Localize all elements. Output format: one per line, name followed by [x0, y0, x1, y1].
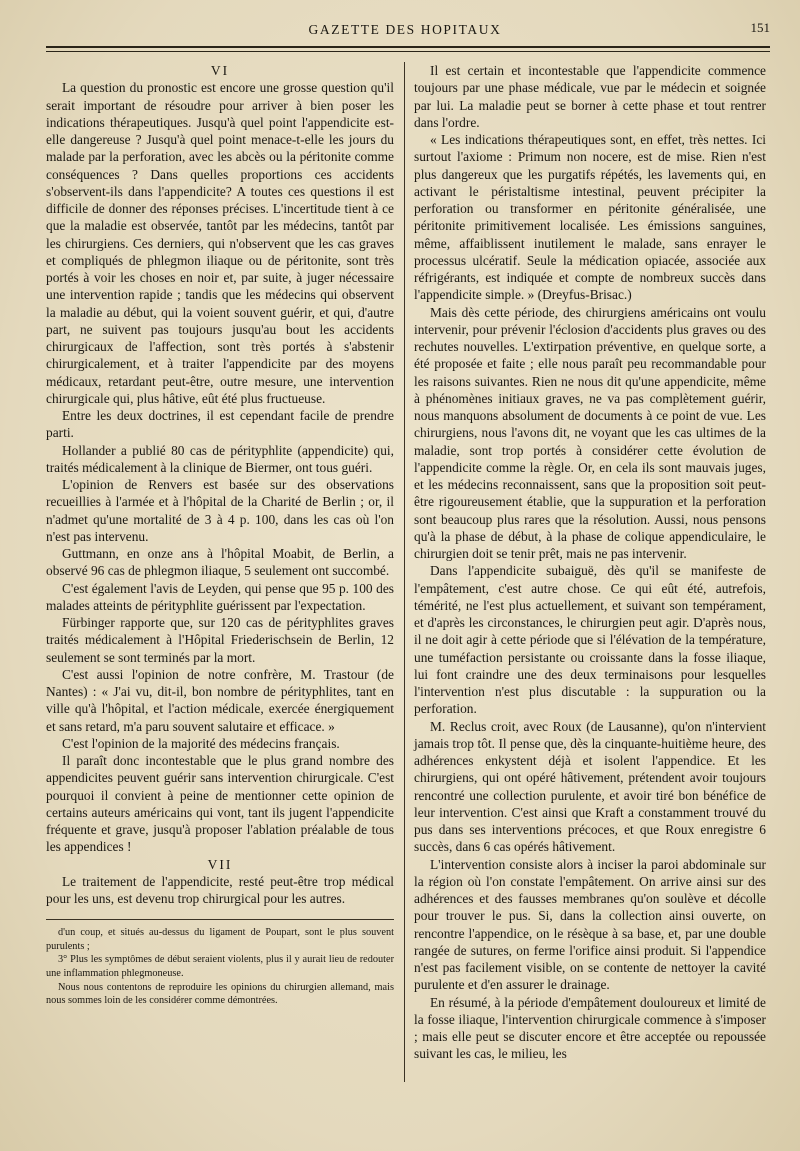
right-paragraph: Dans l'appendicite subaiguë, dès qu'il se manifeste de l'empâtement, c'est autre chose. Ce qui eût été, autrefois, témérité, ne l'est plus actuellement, et suivant son tempérament, et d'après les circonstances, le chirurgien peut agir. D'après nous, il ne doit agir à cette période que si l'élévation de la température, une tuméfaction persistante ou croissante dans la fosse iliaque, lui font craindre une des deux terminaisons pour lesquelles l'intervention n'est plus discutable : la suppuration ou la perforation.	[414, 563, 766, 717]
left-paragraph: La question du pronostic est encore une grosse question qu'il serait important de résoudre pour arriver à bien poser les indications thérapeutiques. Jusqu'à quel point l'appendicite est-elle dangereuse ? Jusqu'à quel point menace-t-elle les jours du malade par la perforation, avec les abcès ou la péritonite comme conséquences ? Dans quelles proportions ces accidents s'observent-ils dans l'appendicite? A toutes ces questions il est difficile de donner des réponses précises. L'incertitude tient à ce que la maladie est observée, tantôt par les médecins, tantôt par les chirurgiens. Ces derniers, qui n'observent que les cas graves et compliqués de phlegmon iliaque ou de péritonite, sont très portés à voir les choses en noir et, par suite, à juger nécessaire une intervention rapide ; tandis que les médecins qui observent la maladie au début, qui la voient souvent guérir, et qui, d'autre part, ne suivent pas toujours jusqu'au bout les accidents chirurgicaux de l'affection, sont très portés à s'abstenir chirurgicalement, et à traiter l'appendicite par des moyens médicaux, retardant peut-être, outre mesure, une intervention chirurgicale qui, plus hâtive, eût été plus fructueuse.	[46, 80, 394, 406]
left-column	[46, 62, 394, 1008]
right-paragraph: « Les indications thérapeutiques sont, en effet, très nettes. Ici surtout l'axiome : Primum non nocere, est de mise. Rien n'est plus dangereux que les purgatifs répétés, les lavements qui, en activant le péristaltisme intestinal, peuvent précipiter la perforation ou transformer en péritonite généralisée, une péritonite primitivement localisée. Les émissions sanguines, même, affaiblissent inutilement le malade, sans enrayer le processus ulcératif. Seule la médication opiacée, associée aux réfrigérants, est indiquée et compte de nombreux succès dans l'appendicite simple. » (Dreyfus-Brisac.)	[414, 132, 766, 303]
left-paragraph: Le traitement de l'appendicite, resté peut-être trop médical pour les uns, est devenu trop chirurgical pour les autres.	[46, 873, 394, 906]
right-paragraph: En résumé, à la période d'empâtement douloureux et limité de la fosse iliaque, l'intervention chirurgicale commence à s'imposer ; mais elle peut se discuter encore et être acceptée ou repoussée suivant les cas, le milieu, les	[414, 994, 766, 1062]
footnote: 3° Plus les symptômes de début seraient violents, plus il y aurait lieu de redouter une inflammation phlegmoneuse.	[46, 954, 394, 980]
right-paragraph: M. Reclus croit, avec Roux (de Lausanne), qu'on n'intervient jamais trop tôt. Il pense que, dès la cinquante-huitième heure, des adhérences enkystent déjà et isolent l'appendice. Et les chirurgiens, qui ont opéré hâtivement, prétendent avoir toujours rencontré une collection purulente, et avoir tiré bon bénéfice de leur intervention. C'est ainsi que Kraft a constamment trouvé du pus dans ses interventions précoces, et que Roux enregistre 6 succès, dans 6 cas opérés hâtivement.	[414, 718, 766, 855]
left-paragraph: L'opinion de Renvers est basée sur des observations recueillies à l'armée et à l'hôpital de la Charité de Berlin ; or, il n'admet qu'une mortalité de 3 à 4 p. 100, dans les cas où l'on n'est pas intervenu.	[46, 477, 394, 544]
section-heading-vii: VII	[207, 856, 233, 872]
left-paragraph: Fürbinger rapporte que, sur 120 cas de pérityphlites graves traités médicalement à l'Hôpital Friederischsein de Berlin, 12 seulement se sont terminés par la mort.	[46, 615, 394, 665]
left-paragraph: Guttmann, en onze ans à l'hôpital Moabit, de Berlin, a observé 96 cas de phlegmon iliaque, 5 seulement ont succombé.	[46, 546, 394, 579]
left-paragraph: C'est aussi l'opinion de notre confrère, M. Trastour (de Nantes) : « J'ai vu, dit-il, bon nombre de pérityphlites, tant en ville qu'à l'hôpital, et l'action médicale, exercée énergiquement et sans retard, m'a paru souvent salutaire et efficace. »	[46, 666, 394, 734]
page-header	[40, 22, 770, 44]
footnote: Nous nous contentons de reproduire les opinions du chirurgien allemand, mais nous sommes loin de les considérer comme démontrées.	[46, 981, 394, 1007]
footnote-divider	[46, 919, 394, 920]
left-paragraph: C'est également l'avis de Leyden, qui pense que 95 p. 100 des malades atteints de pérityphlite guérissent par l'expectation.	[46, 580, 394, 613]
footnotes	[46, 926, 394, 1008]
right-paragraph: Mais dès cette période, des chirurgiens américains ont voulu intervenir, pour prévenir l'éclosion d'accidents plus graves ou des rechutes nouvelles. L'extirpation préventive, en quelque sorte, a été proposée et faite ; elle nous paraît peu recommandable pour les raisons suivantes. Rien ne nous dit qu'une appendicite, même à phénomènes initiaux graves, ne va pas complètement guérir, nous manquons absolument de documents à ce point de vue. Les chirurgiens, nous l'avons dit, ne voyant que les cas ultimes de la maladie, sont trop portés à considérer cette évolution de l'appendicite comme la règle. Or, en cela ils sont mauvais juges, et les médecins reconnaissent, sans que la proposition soit peut-être rigoureusement établie, que la suppuration et la perforation sont beaucoup plus rares que la résolution. Aussi, nous pensons qu'à la phase de début, à la phase de colique appendiculaire, le chirurgien doit se tenir prêt, mais ne pas intervenir.	[414, 304, 766, 561]
running-title: GAZETTE DES HOPITAUX	[308, 22, 502, 37]
left-paragraph: Hollander a publié 80 cas de pérityphlite (appendicite) qui, traités médicalement à la clinique de Biermer, ont tous guéri.	[46, 442, 394, 475]
column-separator	[404, 62, 405, 1082]
right-paragraph: Il est certain et incontestable que l'appendicite commence toujours par une phase médicale, vue par le médecin et soignée par lui. La maladie peut se borner à cette phase et tout rentrer dans l'ordre.	[414, 63, 766, 130]
left-paragraph: Entre les deux doctrines, il est cependant facile de prendre parti.	[46, 408, 394, 441]
left-paragraph: Il paraît donc incontestable que le plus grand nombre des appendicites peuvent guérir sans intervention chirurgicale. C'est pourquoi il convient à peine de mentionner cette opinion de certains auteurs américains qui vont, tant ils jugent l'appendicite fréquente et grave, jusqu'à proposer l'ablation préalable de tous les appendices !	[46, 753, 394, 855]
right-column	[414, 62, 766, 1063]
section-heading-vi: VI	[210, 63, 230, 78]
page-number: 151	[750, 20, 770, 35]
left-paragraph: C'est l'opinion de la majorité des médecins français.	[62, 735, 340, 751]
footnote: d'un coup, et situés au-dessus du ligament de Poupart, sont le plus souvent purulents ;	[46, 927, 394, 952]
right-paragraph: L'intervention consiste alors à inciser la paroi abdominale sur la région où l'on constate l'empâtement. On arrive ainsi sur des adhérences et des fausses membranes qu'on soulève et décolle pour trouver le pus. Si, dans la collection ainsi ouverte, on rencontre l'appendice, on le résèque à sa base, et, par une double rangée de sutures, on ferme l'orifice ainsi produit. Si l'appendice n'est pas facilement visible, on se contente de nettoyer la cavité purulente et d'en assurer le drainage.	[414, 856, 766, 993]
header-rule-thin	[46, 51, 770, 52]
header-rule	[46, 46, 770, 48]
